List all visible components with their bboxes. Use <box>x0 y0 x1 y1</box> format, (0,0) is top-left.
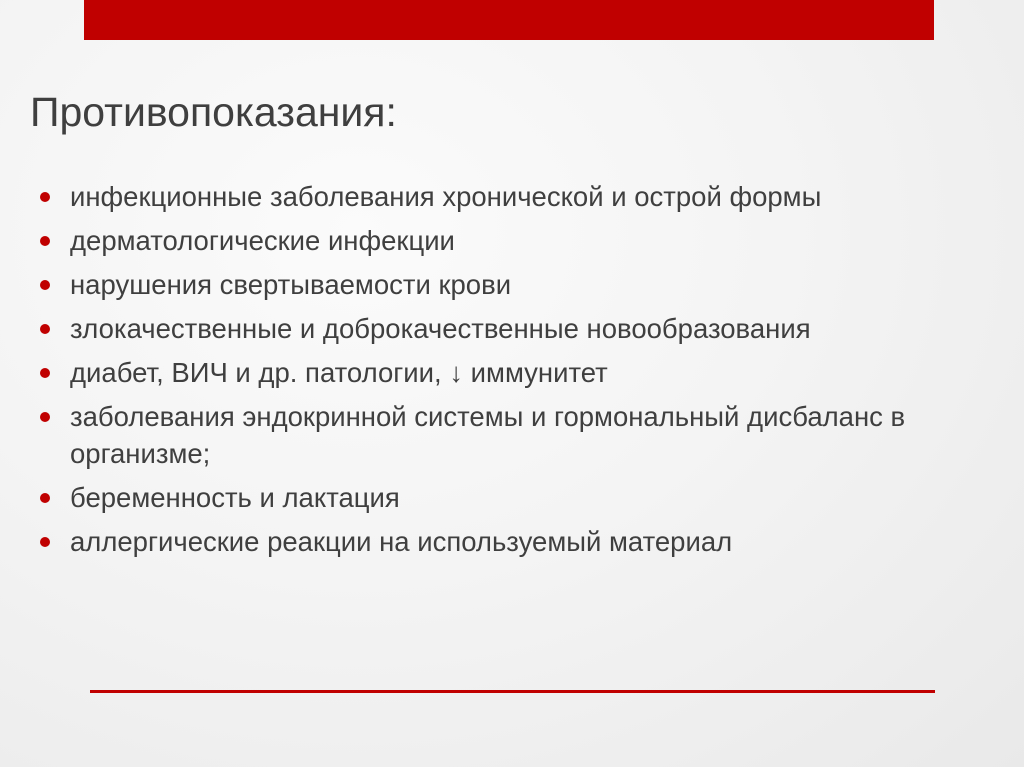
list-item-label: беременность и лактация <box>70 482 400 513</box>
list-item-label: заболевания эндокринной системы и гормональный дисбаланс в организме; <box>70 401 906 469</box>
list-item <box>30 222 990 259</box>
list-item <box>30 266 990 303</box>
list-item-label: дерматологические инфекции <box>70 225 455 256</box>
bullet-dot-icon <box>40 324 50 334</box>
bullet-dot-icon <box>40 412 50 422</box>
top-accent-bar <box>84 0 934 40</box>
list-item <box>30 354 990 391</box>
list-item-label: диабет, ВИЧ и др. патологии, ↓ иммунитет <box>70 357 608 388</box>
bullet-dot-icon <box>40 280 50 290</box>
list-item-label: аллергические реакции на используемый материал <box>70 526 733 557</box>
bullet-dot-icon <box>40 236 50 246</box>
bullet-dot-icon <box>40 493 50 503</box>
list-item <box>30 310 990 347</box>
page-title: Противопоказания: <box>30 89 397 136</box>
list-item <box>30 398 990 472</box>
bullet-dot-icon <box>40 192 50 202</box>
list-item <box>30 178 990 215</box>
bullet-dot-icon <box>40 368 50 378</box>
bullet-list-container <box>30 178 990 567</box>
bottom-accent-rule <box>90 690 935 693</box>
list-item <box>30 479 990 516</box>
list-item <box>30 523 990 560</box>
bullet-list <box>30 178 990 560</box>
list-item-label: инфекционные заболевания хронической и острой формы <box>70 181 822 212</box>
list-item-label: нарушения свертываемости крови <box>70 269 512 300</box>
bullet-dot-icon <box>40 537 50 547</box>
list-item-label: злокачественные и доброкачественные новообразования <box>70 313 811 344</box>
